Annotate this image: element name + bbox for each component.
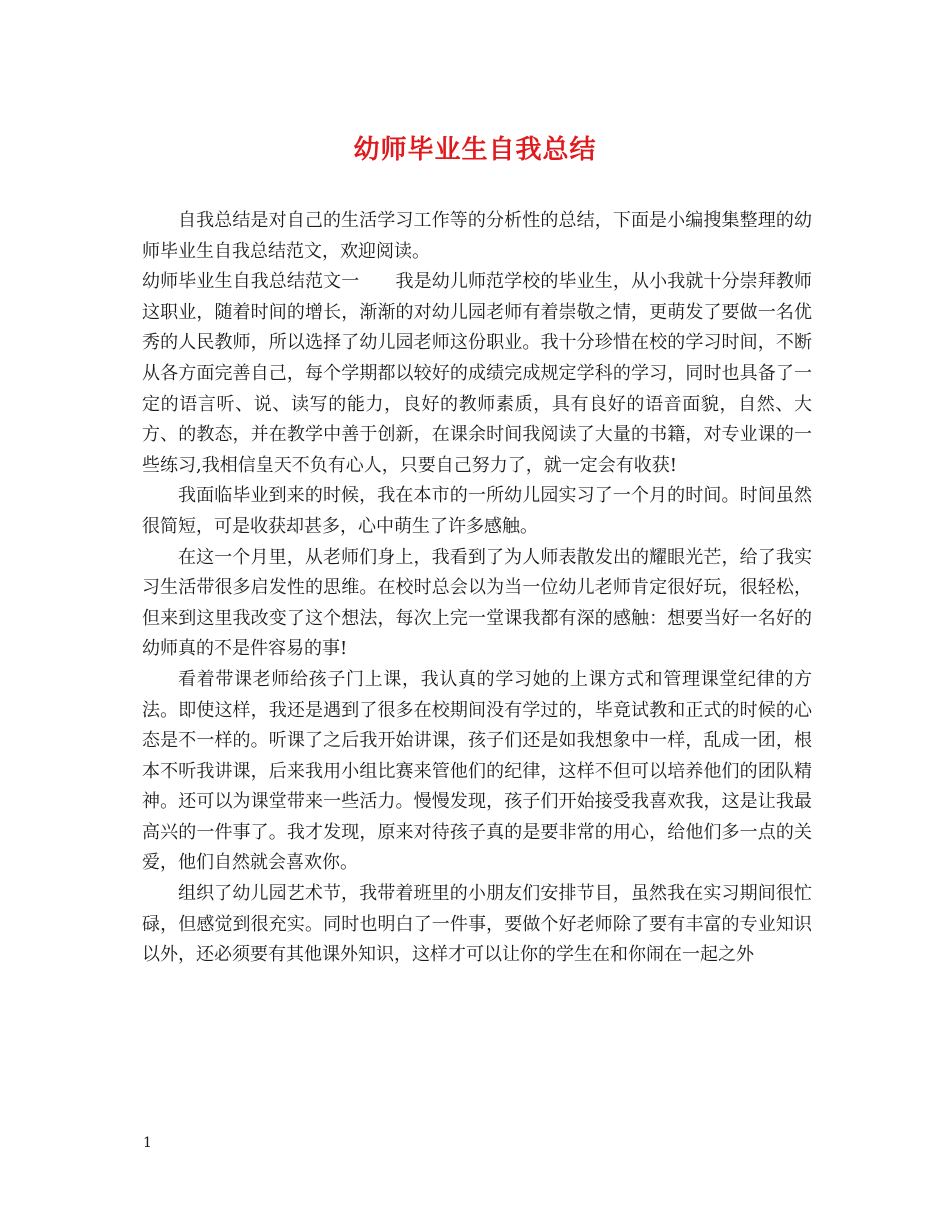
- paragraph-2: 我面临毕业到来的时候，我在本市的一所幼儿园实习了一个月的时间。时间虽然很简短，可是收获却甚多，心中萌生了许多感触。: [142, 485, 812, 537]
- paragraph-4: 看着带课老师给孩子门上课，我认真的学习她的上课方式和管理课堂纪律的方法。即使这样，我还是遇到了很多在校期间没有学过的，毕竟试教和正式的时候的心态是不一样的。听课了之后我开始讲课，孩子们还是如我想象中一样，乱成一团，根本不听我讲课，后来我用小组比赛来管他们的纪律，这样不但可以培养他们的团队精神。还可以为课堂带来一些活力。慢慢发现，孩子们开始接受我喜欢我，这是让我最高兴的一件事了。我才发现，原来对待孩子真的是要非常的用心，给他们多一点的关爱，他们自然就会喜欢你。: [142, 668, 812, 874]
- document-body: [142, 206, 812, 971]
- document-title: 幼师毕业生自我总结: [353, 135, 597, 165]
- paragraph-1-text: 我是幼儿师范学校的毕业生，从小我就十分崇拜教师这职业，随着时间的增长，渐渐的对幼儿园老师有着崇敬之情，更萌发了要做一名优秀的人民教师，所以选择了幼儿园老师这份职业。我十分珍惜在校的学习时间，不断从各方面完善自己，每个学期都以较好的成绩完成规定学科的学习，同时也具备了一定的语言听、说、读写的能力，良好的教师素质，具有良好的语音面貌，自然、大方、的教态，并在教学中善于创新，在课余时间我阅读了大量的书籍，对专业课的一些练习,我相信皇天不负有心人，只要自己努力了，就一定会有收获!: [142, 271, 813, 476]
- intro-paragraph: 自我总结是对自己的生活学习工作等的分析性的总结，下面是小编搜集整理的幼师毕业生自我总结范文，欢迎阅读。: [142, 210, 812, 262]
- section-heading: 幼师毕业生自我总结范文一: [142, 271, 360, 293]
- page-number: 1: [143, 1135, 152, 1151]
- paragraph-5: 组织了幼儿园艺术节，我带着班里的小朋友们安排节目，虽然我在实习期间很忙碌，但感觉到很充实。同时也明白了一件事，要做个好老师除了要有丰富的专业知识以外，还必须要有其他课外知识，这样才可以让你的学生在和你闹在一起之外: [142, 883, 812, 966]
- section-paragraph-1: [142, 267, 812, 481]
- paragraph-3: 在这一个月里，从老师们身上，我看到了为人师表散发出的耀眼光芒，给了我实习生活带很多启发性的思维。在校时总会以为当一位幼儿老师肯定很好玩，很轻松，但来到这里我改变了这个想法，每次上完一堂课我都有深的感触：想要当好一名好的幼师真的不是件容易的事!: [142, 546, 812, 660]
